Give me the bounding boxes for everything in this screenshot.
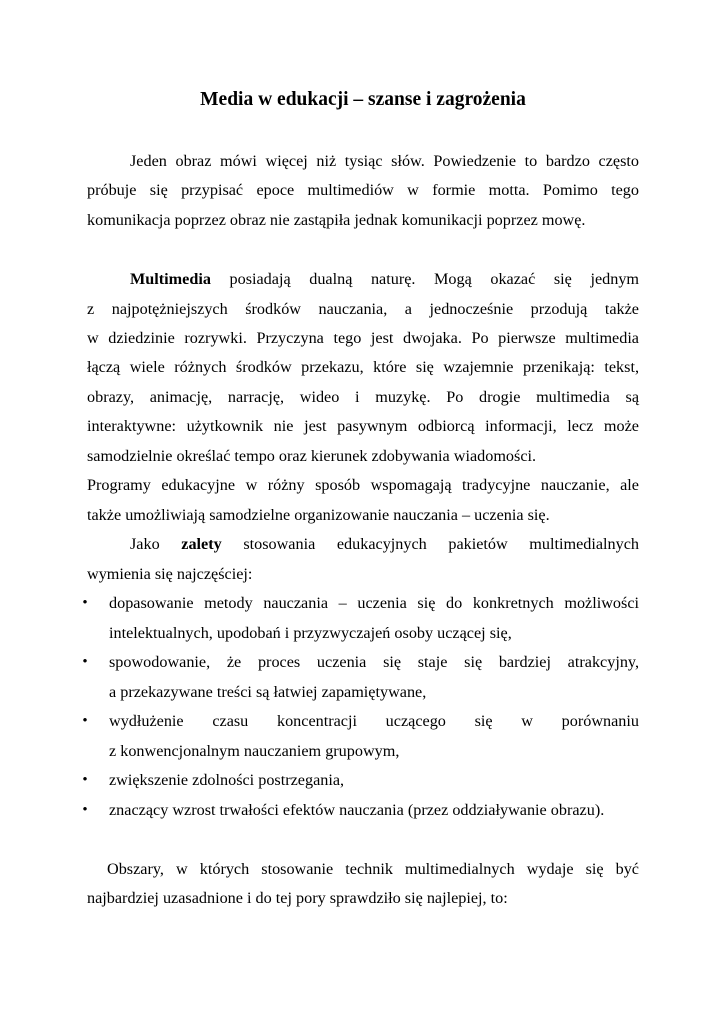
text-line: Jeden obraz mówi więcej niż tysiąc słów. Powiedzenie to bardzo często [130,152,639,170]
text-line: Multimedia posiadają dualną naturę. Mogą okazać się jednym [130,270,639,288]
list-item: zwiększenie zdolności postrzegania, [109,771,345,789]
text-line: także umożliwiają samodzielne organizowanie nauczania – uczenia się. [87,506,550,524]
text-line: samodzielnie określać tempo oraz kierunek zdobywania wiadomości. [87,447,537,465]
text-line: z najpotężniejszych środków nauczania, a jednocześnie przodują także [87,300,639,318]
text-line: próbuje się przypisać epoce multimediów w formie motta. Pomimo tego [87,181,639,199]
text-line: łączą wiele różnych środków przekazu, które się wzajemnie przenikają: tekst, [87,358,639,376]
list-item: spowodowanie, że proces uczenia się staje się bardziej atrakcyjny, [109,653,639,671]
text-line: Jako zalety stosowania edukacyjnych pakietów multimedialnych [130,535,640,553]
text-line: wymienia się najczęściej: [87,565,253,583]
list-item-continuation: z konwencjonalnym nauczaniem grupowym, [109,742,400,760]
bullet-icon: • [82,654,88,670]
text-line: komunikacja poprzez obraz nie zastąpiła jednak komunikacji poprzez mowę. [87,211,586,229]
bullet-icon: • [82,772,88,788]
list-item-continuation: a przekazywane treści są łatwiej zapamiętywane, [109,683,427,701]
text-line: w dziedzinie rozrywki. Przyczyna tego jest dwojaka. Po pierwsze multimedia [87,329,639,347]
list-item-continuation: intelektualnych, upodobań i przyzwyczajeń osoby uczącej się, [109,624,512,642]
bold-term: Multimedia [130,270,211,288]
text-line: Obszary, w których stosowanie technik multimedialnych wydaje się być [107,860,639,878]
text-line: obrazy, animację, narrację, wideo i muzykę. Po drogie multimedia są [87,388,639,406]
bullet-icon: • [82,595,88,611]
page-title: Media w edukacji – szanse i zagrożenia [200,89,526,110]
text-line: Programy edukacyjne w różny sposób wspomagają tradycyjne nauczanie, ale [87,476,639,494]
list-item: znaczący wzrost trwałości efektów nauczania (przez oddziaływanie obrazu). [109,801,605,819]
bullet-icon: • [82,713,88,729]
list-item: dopasowanie metody nauczania – uczenia się do konkretnych możliwości [109,594,639,612]
list-item: wydłużenie czasu koncentracji uczącego się w porównaniu [109,712,639,730]
text-line: najbardziej uzasadnione i do tej pory sprawdziło się najlepiej, to: [87,889,508,907]
text-line: interaktywne: użytkownik nie jest pasywnym odbiorcą informacji, lecz może [87,417,639,435]
bold-term: zalety [181,535,222,553]
bullet-icon: • [82,802,88,818]
